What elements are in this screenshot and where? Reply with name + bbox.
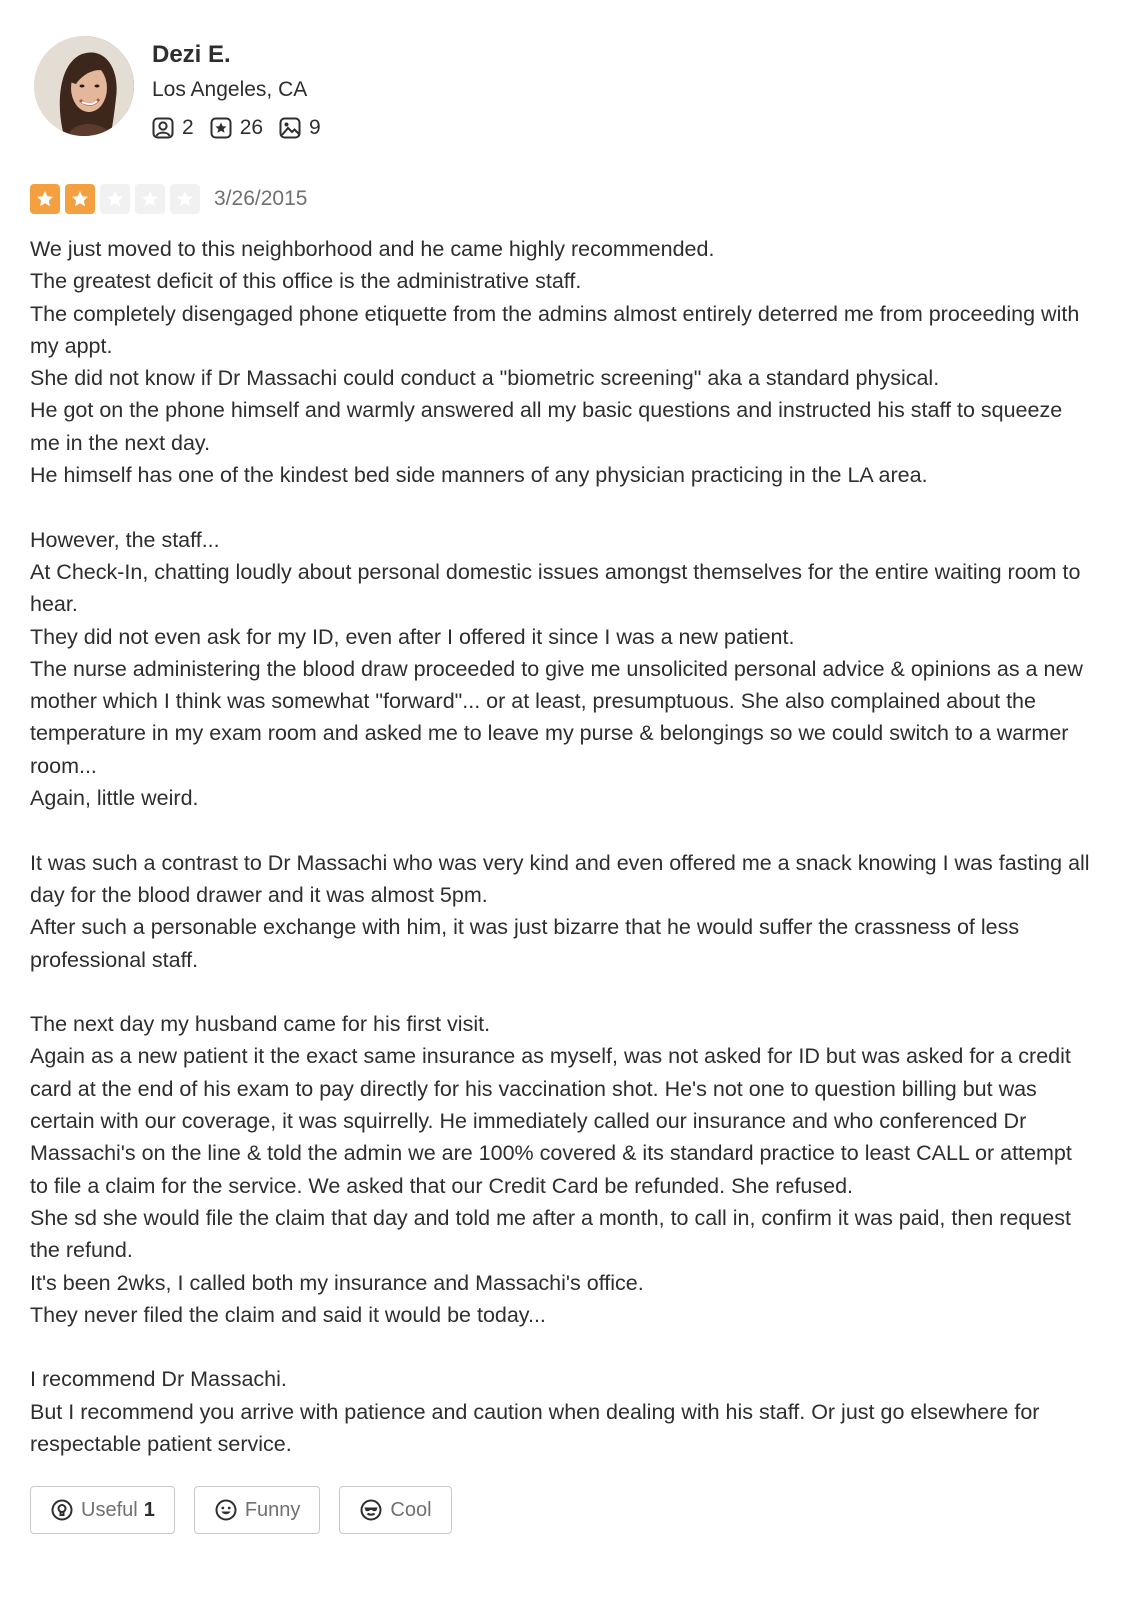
review-text: We just moved to this neighborhood and he came highly recommended. The greatest deficit of this office is the administrative staff. The completely disengaged phone etiquette from the admins almost entirely deterred me from proceeding with my appt. She did not know if Dr Massachi could conduct a "biometric screening" aka a standard physical. He got on the phone himself and warmly answered all my basic questions and instructed his staff to squeeze me in the next day. He himself has one of the kindest bed side manners of any physician practicing in the LA area. However, the staff... At Check-In, chatting loudly about personal domestic issues amongst themselves for the entire waiting room to hear. They did not even ask for my ID, even after I offered it since I was a new patient. The nurse administering the blood draw proceeded to give me unsolicited personal advice & opinions as a new mother which I think was somewhat "forward"... or at least, presumptuous. She also complained about the temperature in my exam room and asked me to leave my purse & belongings so we could switch to a warmer room... Again, little weird. It was such a contrast to Dr Massachi who was very kind and even offered me a snack knowing I was fasting all day for the blood drawer and it was almost 5pm. After such a personable exchange with him, it was just bizarre that he would suffer the crassness of less professional staff. The next day my husband came for his first visit. Again as a new patient it the exact same insurance as myself, was not asked for ID but was asked for a credit card at the end of his exam to pay directly for his vaccination shot. He's not one to question billing but was certain with our coverage, it was squirrelly. He immediately called our insurance and who conferenced Dr Massachi's on the line & told the admin we are 100% covered & its standard practice to least CALL or attempt to file a claim for the service. We asked that our Credit Card be refunded. She refused. She sd she would file the claim that day and told me after a month, to call in, confirm it was paid, then request the refund. It's been 2wks, I called both my insurance and Massachi's office. They never filed the claim and said it would be today... I recommend Dr Massachi. But I recommend you arrive with patience and caution when dealing with his staff. Or just go elsewhere for respectable patient service. [30,237,1090,1456]
photos-stat [279,114,321,142]
sunglasses-icon [360,1499,382,1521]
lightbulb-icon [51,1499,73,1521]
avatar[interactable] [34,36,134,136]
funny-button[interactable] [194,1486,321,1534]
useful-button[interactable] [30,1486,175,1534]
review-date: 3/26/2015 [214,187,308,210]
rating-row [30,182,1092,216]
user-location: Los Angeles, CA [152,78,308,101]
user-stats [152,114,337,142]
reviews-count: 26 [239,116,264,139]
useful-label: Useful [81,1498,138,1521]
star-icon [65,184,95,214]
reaction-buttons [30,1486,1092,1534]
smile-icon [215,1499,237,1521]
reviews-stat [210,114,263,142]
friends-icon [152,117,174,139]
user-passport [30,36,1092,142]
photos-count: 9 [309,116,321,139]
star-icon [30,184,60,214]
user-name[interactable]: Dezi E. [152,41,231,68]
photos-icon [279,117,301,139]
funny-label: Funny [244,1498,301,1521]
star-icon [135,184,165,214]
cool-label: Cool [390,1498,432,1521]
review-card [30,36,1092,1534]
star-rating [30,184,205,214]
star-icon [170,184,200,214]
user-info [152,36,337,142]
reviews-star-icon [210,117,232,139]
cool-button[interactable] [339,1486,451,1534]
star-icon [100,184,130,214]
friends-count: 2 [182,116,194,139]
friends-stat [152,114,194,142]
useful-count: 1 [143,1498,155,1521]
